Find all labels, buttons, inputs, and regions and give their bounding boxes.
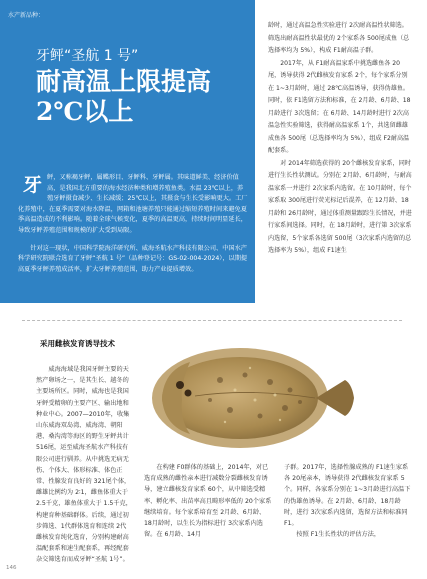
right-paragraph-2: 2017年，从 F1耐高温家系中挑选雌鱼各 20尾，诱导获得 2代雌核发育家系 2个，每个家系分别在 1~3月龄时，通过 28℃高温诱导，获得伪雄鱼。同时，依 F1选留方法和标准，在 2月龄、6月龄、18月龄进行 3次选留；在 6月龄、14月龄时进行 2次高温急性实验筛选，获得耐高温家系 1个，共选留雌雄成鱼各 500尾（总选择率均为 5%），组成 F2耐高温配套系。 — [268, 59, 411, 154]
right-paragraph-3: 对 2014年筛选获得的 20个雌核发育家系，同时进行生长性状测试。分别在 2月龄、6月龄时，与耐高温家系一并进行 2次家系内选留。在 10月龄时，每个家系取 300尾进行荧光标记后混养，在 12月龄、18月龄和 26月龄时，通过体重测量跟踪生长情况，并进行家系间选择。同时，在 18月龄时，进行第 3次家系内选留，5个家系各选留 500尾（3次家系内选留的总选择率为 5%），组成 F1速生 — [268, 159, 412, 254]
fish-illustration — [140, 340, 375, 455]
article-title: 耐高温上限提高 2℃以上 — [36, 67, 212, 126]
divider — [22, 320, 402, 321]
section-heading: 采用雌核发育诱导技术 — [40, 339, 115, 348]
lower-right-paragraph-2: 按照 F1生长性状的评估方法， — [296, 531, 381, 539]
intro-paragraph-1: 鲆，又称褐牙鲆，属鲽形目、牙鲆科、牙鲆属。其味道鲜美、经济价值高，是我国北方重要的海水经济种类和增养殖鱼类。水温 23℃以上，养殖牙鲆摄食减少、生长减缓；25℃以上，其摄食与生长受影响更大。工厂化养殖中，在夏季需要对海水降温，网箱和池塘养殖只能通过缩短养殖时间来避免夏季高温造成的不利影响。随着全球气候变化，夏季的高温更高，持续时间明显延长，导致牙鲆养殖范围和规模的扩大受到局限。 — [18, 174, 248, 234]
intro-text — [18, 173, 248, 275]
right-column — [268, 20, 412, 258]
lower-right-column — [284, 462, 412, 540]
page-number: 146 — [6, 565, 17, 571]
flounder-image — [140, 340, 375, 455]
right-paragraph-1: 龄时，通过高温急性实验进行 2次耐高温性状筛选。筛选出耐高温性状最优的 2个家系各 500尾成鱼（总选择率均为 5%），构成 F1耐高温子群。 — [268, 22, 410, 54]
lower-middle-column: 在构建 F0群体的基础上，2014年，对已选育成熟的雌性亲本进行减数分裂雌核发育诱导，建立雌核发育家系 60个，从中筛选受精率、孵化率、出苗率高且畸形率低的 20个家系继续培育。每个家系培育至 2月龄、6月龄、18月龄时，以生长为指标进行 3次家系内选留。在 6月龄、14月 — [144, 464, 272, 539]
section-tag: 水产新品种： — [8, 12, 45, 19]
header-block — [0, 0, 255, 303]
lower-right-paragraph-1: 子群。2017年，选择性腺成熟的 F1速生家系各 20尾亲本，诱导获得 2代雌核发育家系 5个。同样，各家系分别在 1~3月龄进行高温下的伪雄鱼诱导。在 2月龄、6月龄、18月龄时，进行 3次家系内选留，选留方法和标准同 F1。 — [284, 464, 411, 528]
lower-left-column: 威海海域是我国牙鲆主要的天然产卵场之一，是其生长、越冬的主要场所区。同时，威海也是我国牙鲆受精卵的主要产区、输出地和种业中心。2007—2010年，收集山东威海双岛湾、威海湾、朝阳港、桑沟湾等海区的野生牙鲆共计 516尾，运至威海圣航水产科技有限公司进行驯养。从中挑选无病无伤、个体大、体形标准、体色正常、性腺发育良好的 321尾个体，雌雄比例约为 2∶1，雌鱼体重大于 2.5千克，雄鱼体重大于 1.5千克，构建育种基础群体。后续，通过初步筛选、1代群体选育和连续 2代雌核发育纯化选育，分别构建耐高温配套系和速生配套系，再经配套杂交筛选育而成牙鲆“圣航 1号”。 — [36, 366, 132, 564]
intro-paragraph-2: 针对这一现状，中国科学院海洋研究所、威海圣航水产科技有限公司、中国水产科学研究院联合选育了牙鲆“圣航 1 号”（品种登记号：GS-02-004-2024），以期提高夏季牙鲆养殖成活率，扩大牙鲆养殖范围，助力产业提质增效。 — [18, 244, 248, 273]
article-subtitle: 牙鲆“圣航 1 号” — [36, 48, 139, 64]
drop-cap: 牙 — [23, 174, 43, 196]
